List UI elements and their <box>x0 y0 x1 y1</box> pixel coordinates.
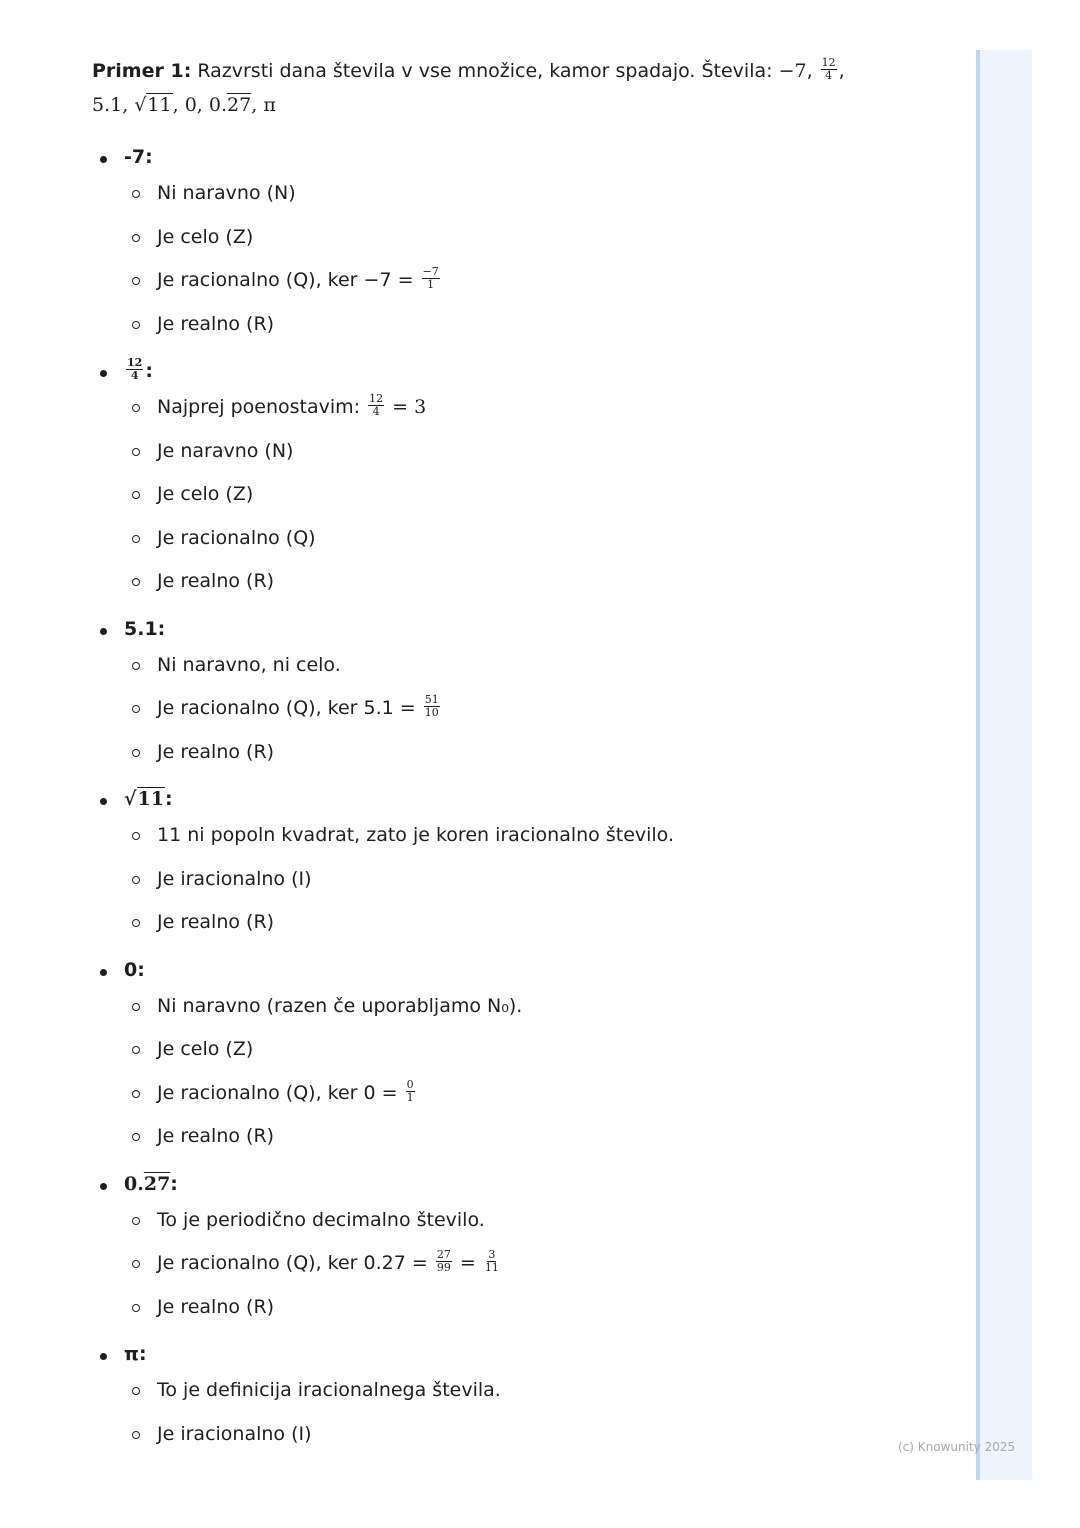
section-heading: 0.27: <box>124 1172 178 1195</box>
classification-item <box>124 901 952 945</box>
item-text: Je realno (R) <box>157 740 275 763</box>
classification-item <box>124 1242 952 1286</box>
item-text: Je racionalno (Q), ker 5.1 = <box>157 697 416 719</box>
classification-item <box>124 560 952 604</box>
number-section <box>92 784 952 945</box>
item-after: = <box>453 1252 482 1274</box>
item-text: Je realno (R) <box>157 1125 275 1147</box>
fraction-denominator: 4 <box>372 405 380 418</box>
item-text: Je racionalno (Q) <box>157 526 316 549</box>
item-fraction <box>424 695 440 718</box>
item-fraction <box>368 394 384 417</box>
classification-item <box>124 216 952 260</box>
fraction-denominator: 1 <box>406 1090 414 1104</box>
classification-item <box>124 517 952 561</box>
document-content <box>92 54 952 1466</box>
section-heading: π: <box>124 1343 147 1365</box>
heading-repeating-decimal <box>124 1173 170 1195</box>
item-text: 11 ni popoln kvadrat, zato je koren iracionalno število. <box>157 824 675 846</box>
heading-fraction <box>126 358 143 381</box>
item-text: Je celo (Z) <box>157 1038 254 1060</box>
item-text: Je iracionalno (I) <box>157 1422 312 1445</box>
classification-item <box>124 1115 952 1159</box>
section-items <box>124 985 952 1159</box>
number-section <box>92 1169 952 1330</box>
number-section <box>92 614 952 775</box>
classification-item <box>124 1072 952 1116</box>
classification-item <box>124 1199 952 1243</box>
fraction-numerator: 51 <box>424 693 439 706</box>
section-heading: 0: <box>124 958 145 981</box>
item-text: Ni naravno, ni celo. <box>157 653 341 676</box>
classification-item <box>124 985 952 1029</box>
item-text: Je realno (R) <box>157 570 275 592</box>
radicand: 11 <box>137 788 164 810</box>
item-text: Je realno (R) <box>157 312 275 335</box>
classification-list <box>92 142 952 1456</box>
number-zero: 0 <box>184 94 197 116</box>
fraction-denominator: 11 <box>484 1261 499 1274</box>
item-after: = 3 <box>386 396 427 418</box>
example-label: Primer 1: <box>92 60 192 82</box>
classification-item <box>124 731 952 775</box>
item-text: Je realno (R) <box>157 1295 275 1318</box>
number-sqrt-11: √11 <box>134 94 172 116</box>
item-text: Je realno (R) <box>157 911 275 933</box>
item-text: Je naravno (N) <box>157 439 294 462</box>
section-items <box>124 1369 952 1456</box>
item-text: Je iracionalno (I) <box>157 867 312 890</box>
item-text: To je periodično decimalno število. <box>157 1208 485 1231</box>
number-5-1: 5.1 <box>92 94 123 116</box>
intro-paragraph: Primer 1: Razvrsti dana števila v vse množice, kamor spadajo. Števila: −7, $\frac{12}{4}$ , 5.1, √11, 0, 0.27, π <box>92 54 952 122</box>
number-pi: π <box>263 94 276 116</box>
fraction-numerator: 12 <box>369 392 384 405</box>
item-text: Je celo (Z) <box>157 225 254 248</box>
item-text: Je racionalno (Q), ker 0.27 = <box>157 1252 428 1274</box>
fraction-denominator: 10 <box>424 706 439 719</box>
heading-sqrt: √11 <box>124 788 164 810</box>
fraction-numerator: 0 <box>406 1077 414 1091</box>
fraction-numerator: 27 <box>436 1248 451 1261</box>
item-text: Je celo (Z) <box>157 483 254 505</box>
classification-item <box>124 386 952 430</box>
fraction-numerator: 12 <box>127 356 143 369</box>
item-text: To je definicija iracionalnega števila. <box>157 1379 501 1401</box>
fraction-denominator: 1 <box>427 278 435 291</box>
classification-item <box>124 303 952 347</box>
section-items <box>124 644 952 775</box>
item-text: Je racionalno (Q), ker −7 = <box>157 269 414 291</box>
item-fraction-2 <box>484 1250 500 1273</box>
classification-item <box>124 430 952 474</box>
number-section <box>92 955 952 1159</box>
section-items <box>124 386 952 604</box>
section-items <box>124 172 952 346</box>
classification-item <box>124 259 952 303</box>
section-heading: $\frac{12}{4}$ : <box>127 356 153 382</box>
item-text: Najprej poenostavim: <box>157 396 361 418</box>
section-heading: 5.1: <box>124 617 166 640</box>
classification-item <box>124 1286 952 1330</box>
number-neg7: −7 <box>778 60 807 82</box>
classification-item <box>124 1028 952 1072</box>
item-text: Je racionalno (Q), ker 0 = <box>157 1081 398 1104</box>
item-fraction <box>406 1077 415 1104</box>
number-section <box>92 1339 952 1456</box>
repeating-digits: 27 <box>143 1172 171 1195</box>
fraction-denominator: 99 <box>436 1261 451 1274</box>
classification-item <box>124 814 952 858</box>
number-repeating: 0.27 <box>208 94 252 116</box>
classification-item <box>124 644 952 688</box>
classification-item <box>124 172 952 216</box>
item-text: Ni naravno (N) <box>157 182 296 204</box>
section-heading: -7: <box>124 146 153 168</box>
item-text: Ni naravno (razen če uporabljamo N₀). <box>157 994 523 1017</box>
section-items <box>124 1199 952 1330</box>
classification-item <box>124 473 952 517</box>
number-12-over-4: $\frac{12}{4}$ <box>821 56 836 82</box>
number-section <box>92 356 952 604</box>
classification-item <box>124 687 952 731</box>
decimal-prefix: 0. <box>124 1172 144 1195</box>
section-items <box>124 814 952 945</box>
side-panel <box>976 50 1032 1480</box>
example-task: Razvrsti dana števila v vse množice, kamor spadajo. Števila: <box>197 60 773 82</box>
classification-item <box>124 858 952 902</box>
fraction-numerator: −7 <box>422 265 439 278</box>
number-section <box>92 142 952 346</box>
watermark: (c) Knowunity 2025 <box>898 1440 1016 1454</box>
classification-item <box>124 1413 952 1457</box>
section-heading: √11: <box>124 784 952 814</box>
classification-item <box>124 1369 952 1413</box>
fraction-denominator: 4 <box>130 369 139 382</box>
fraction-numerator: 3 <box>488 1248 496 1261</box>
item-fraction <box>422 267 440 290</box>
item-fraction <box>436 1250 452 1273</box>
